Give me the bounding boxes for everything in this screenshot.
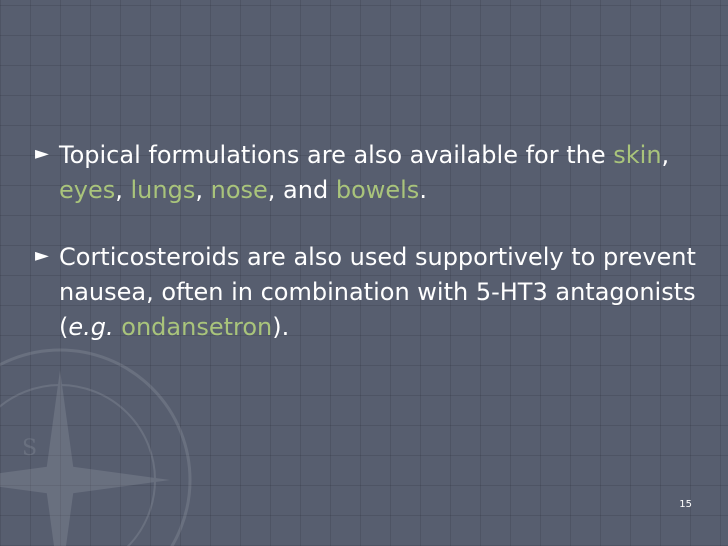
svg-text:S: S	[22, 436, 38, 461]
bullet-arrow-icon: ►	[35, 143, 49, 164]
text: ).	[272, 313, 290, 341]
term-skin: skin	[613, 141, 662, 169]
term-lungs: lungs	[130, 176, 196, 204]
text-eg: e.g.	[68, 313, 114, 341]
term-bowels: bowels	[335, 176, 420, 204]
term-eyes: eyes	[59, 176, 116, 204]
page-number: 15	[679, 499, 692, 510]
text: Topical formulations are also available for the	[59, 141, 614, 169]
text: ,	[195, 176, 211, 204]
text: , and	[267, 176, 336, 204]
term-nose: nose	[210, 176, 268, 204]
text: ,	[115, 176, 131, 204]
bullet-arrow-icon: ►	[35, 245, 49, 266]
bullet-list	[35, 138, 715, 377]
bullet-item-topical	[35, 138, 715, 208]
text: Corticosteroids are also used supportively to prevent nausea, often in combination with 5-HT3 antagonists (	[59, 243, 696, 341]
bullet-item-corticosteroids	[35, 240, 715, 345]
text: ,	[661, 141, 670, 169]
text: .	[419, 176, 427, 204]
term-ondansetron: ondansetron	[121, 313, 273, 341]
